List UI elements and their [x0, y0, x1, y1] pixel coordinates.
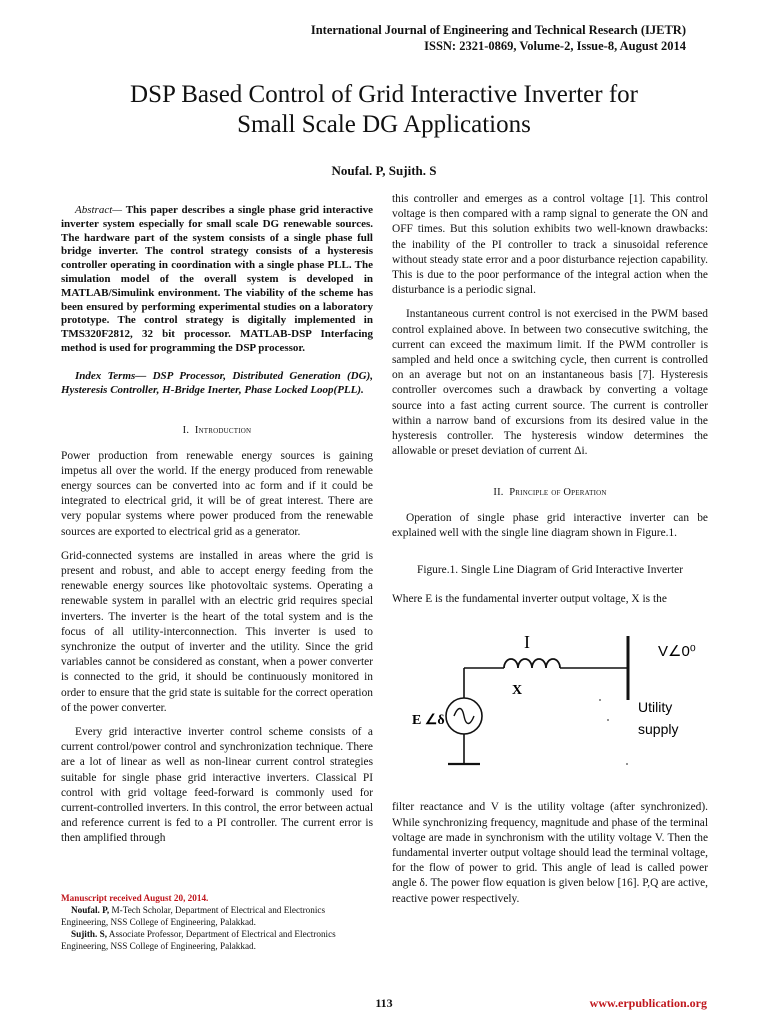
abstract-text: This paper describes a single phase grid interactive inverter system especially for small scale DG renewable sources. The hardware part of the system consists of a single phase full bridge inverter. The control strategy consists of a hysteresis controller operating in coordination with a single phase PLL. The simulation model of the overall system is developed in MATLAB/Simulink environment. The viability of the scheme has been ensured by performing experimental studies on a laboratory prototype. The control strategy is digitally implemented in TMS320F2812, 32 bit processor. MATLAB-DSP Interfacing method is used for programming the DSP processor. [61, 204, 373, 354]
paragraph: Grid-connected systems are installed in areas where the grid is present and robust, and able to accept energy feeding from the renewable energy sources like photovoltaic systems. Operating a renewable system in parallel with an electric grid requires special inverters. The inverter is the heart of the total system and is the focus of all utility-interconnection. This inverter is used to synchronize the output of inverter and the utility. Since the grid variables cannot be considered as constant, when a power converter is connected to the grid, it should be continuously monitored in order to ensure that the grid state is suitable for the correct operation of the power converter. [61, 549, 373, 714]
abstract [61, 204, 373, 356]
left-column [61, 192, 373, 856]
section-heading-introduction [61, 423, 373, 438]
abstract-label: Abstract— [75, 204, 123, 216]
page-number: 113 [375, 996, 393, 1010]
paragraph: Instantaneous current control is not exercised in the PWM based control explained above. In between two consecutive switching, the current can exceed the maximum limit. If the PWM controller is sampled and held once a switching cycle, then current is controlled on an average but not on an instantaneous basis [7]. Hysteresis controller overcomes such a drawback by converting a voltage source into a fast acting current source. The current is controller within a narrow band of excursions from its desired value in the hysteresis controller. The hysteresis window determines the allowable or preset deviation of current Δi. [392, 308, 708, 458]
figure-caption: Figure.1. Single Line Diagram of Grid Interactive Inverter [416, 564, 683, 577]
label-supply: supply [638, 721, 679, 738]
footnote-author-2-text: Associate Professor, Department of Electrical and Electronics Engineering, NSS College of Engineering, Palakkad. [61, 929, 336, 951]
section-title: Introduction [194, 425, 252, 437]
journal-name: International Journal of Engineering and Technical Research (IJETR) [310, 23, 686, 37]
inductor-symbol [504, 659, 560, 668]
publisher-url[interactable]: www.erpublication.org [589, 996, 707, 1010]
circuit-diagram [392, 616, 708, 796]
authors: Noufal. P, Sujith. S [331, 163, 437, 178]
single-line-diagram [392, 616, 708, 796]
footnote-author-1 [61, 904, 371, 928]
paragraph: filter reactance and V is the utility voltage (after synchronized). While synchronizing frequency, magnitude and phase of the terminal voltage are made in synchronism with the utility voltage V. Then the fundamental inverter output voltage should lead the terminal voltage, for the flow of power to grid. This angle of lead is called power angle δ. The power flow equation is given below [16]. P,Q are active, reactive power respectively. [392, 801, 708, 905]
section-title: Principle of Operation [509, 487, 607, 499]
title-line-1: DSP Based Control of Grid Interactive Inverter for [130, 81, 638, 108]
journal-header [311, 22, 686, 54]
journal-issn: ISSN: 2321-0869, Volume-2, Issue-8, August 2014 [424, 39, 686, 53]
paragraph: Operation of single phase grid interactive inverter can be explained well with the single line diagram shown in Figure.1. [392, 511, 708, 539]
footnote-author-1-name: Noufal. P, [71, 905, 110, 915]
label-utility-voltage: V∠0⁰ [658, 643, 696, 661]
footnote-author-2-name: Sujith. S, [71, 929, 108, 939]
footnote-author-2 [61, 928, 371, 952]
index-terms: Index Terms— DSP Processor, Distributed Generation (DG), Hysteresis Controller, H-Bridge Inerter, Phase Locked Loop(PLL). [61, 369, 373, 396]
footnote-author-1-text: M-Tech Scholar, Department of Electrical and Electronics Engineering, NSS College of Engineering, Palakkad. [61, 905, 326, 927]
dot [626, 764, 628, 766]
title-line-2: Small Scale DG Applications [237, 111, 531, 138]
label-current: I [524, 632, 530, 653]
paragraph: Where E is the fundamental inverter output voltage, X is the [392, 593, 667, 606]
right-column [392, 192, 708, 916]
sine-wave-icon [454, 709, 474, 724]
paper-title [40, 80, 728, 140]
paragraph: Every grid interactive inverter control scheme consists of a current control/power control and synchronization technique. There are a lot of linear as well as non-linear current control strategies suitable for single phase grid interactive inverters. Classical PI control with grid voltage feed-forward is commonly used for current-controlled inverters. In this control, the error between actual and reference current is fed to a PI controller. The current error is then amplified through [61, 726, 373, 845]
label-source-voltage: E ∠δ [412, 713, 445, 729]
dot [599, 700, 601, 702]
section-heading-principle [392, 485, 708, 500]
label-reactance: X [512, 683, 523, 699]
paragraph: Power production from renewable energy sources is gaining impetus all over the world. If the energy produced from renewable energy sources can be converted into ac form and if it could be integrated to electrical grid, it will be of great interest. There are very popular systems where power produced from the renewable sources are exported to electrical grid as a generator. [61, 449, 373, 538]
dot [607, 720, 609, 722]
label-utility: Utility [638, 699, 673, 716]
section-number: II. [493, 487, 504, 499]
manuscript-received: Manuscript received August 20, 2014. [61, 893, 209, 903]
paragraph: this controller and emerges as a control voltage [1]. This control voltage is then compared with a ramp signal to generate the ON and OFF times. But this solution exhibits two well-known drawbacks: the inability of the PI controller to track a sinusoidal reference without steady state error and a poor disturbance rejection capability. This is due to the poor performance of the integral action when the disturbance is a periodic signal. [392, 193, 708, 297]
footnotes [61, 892, 371, 952]
section-number: I. [182, 425, 190, 437]
